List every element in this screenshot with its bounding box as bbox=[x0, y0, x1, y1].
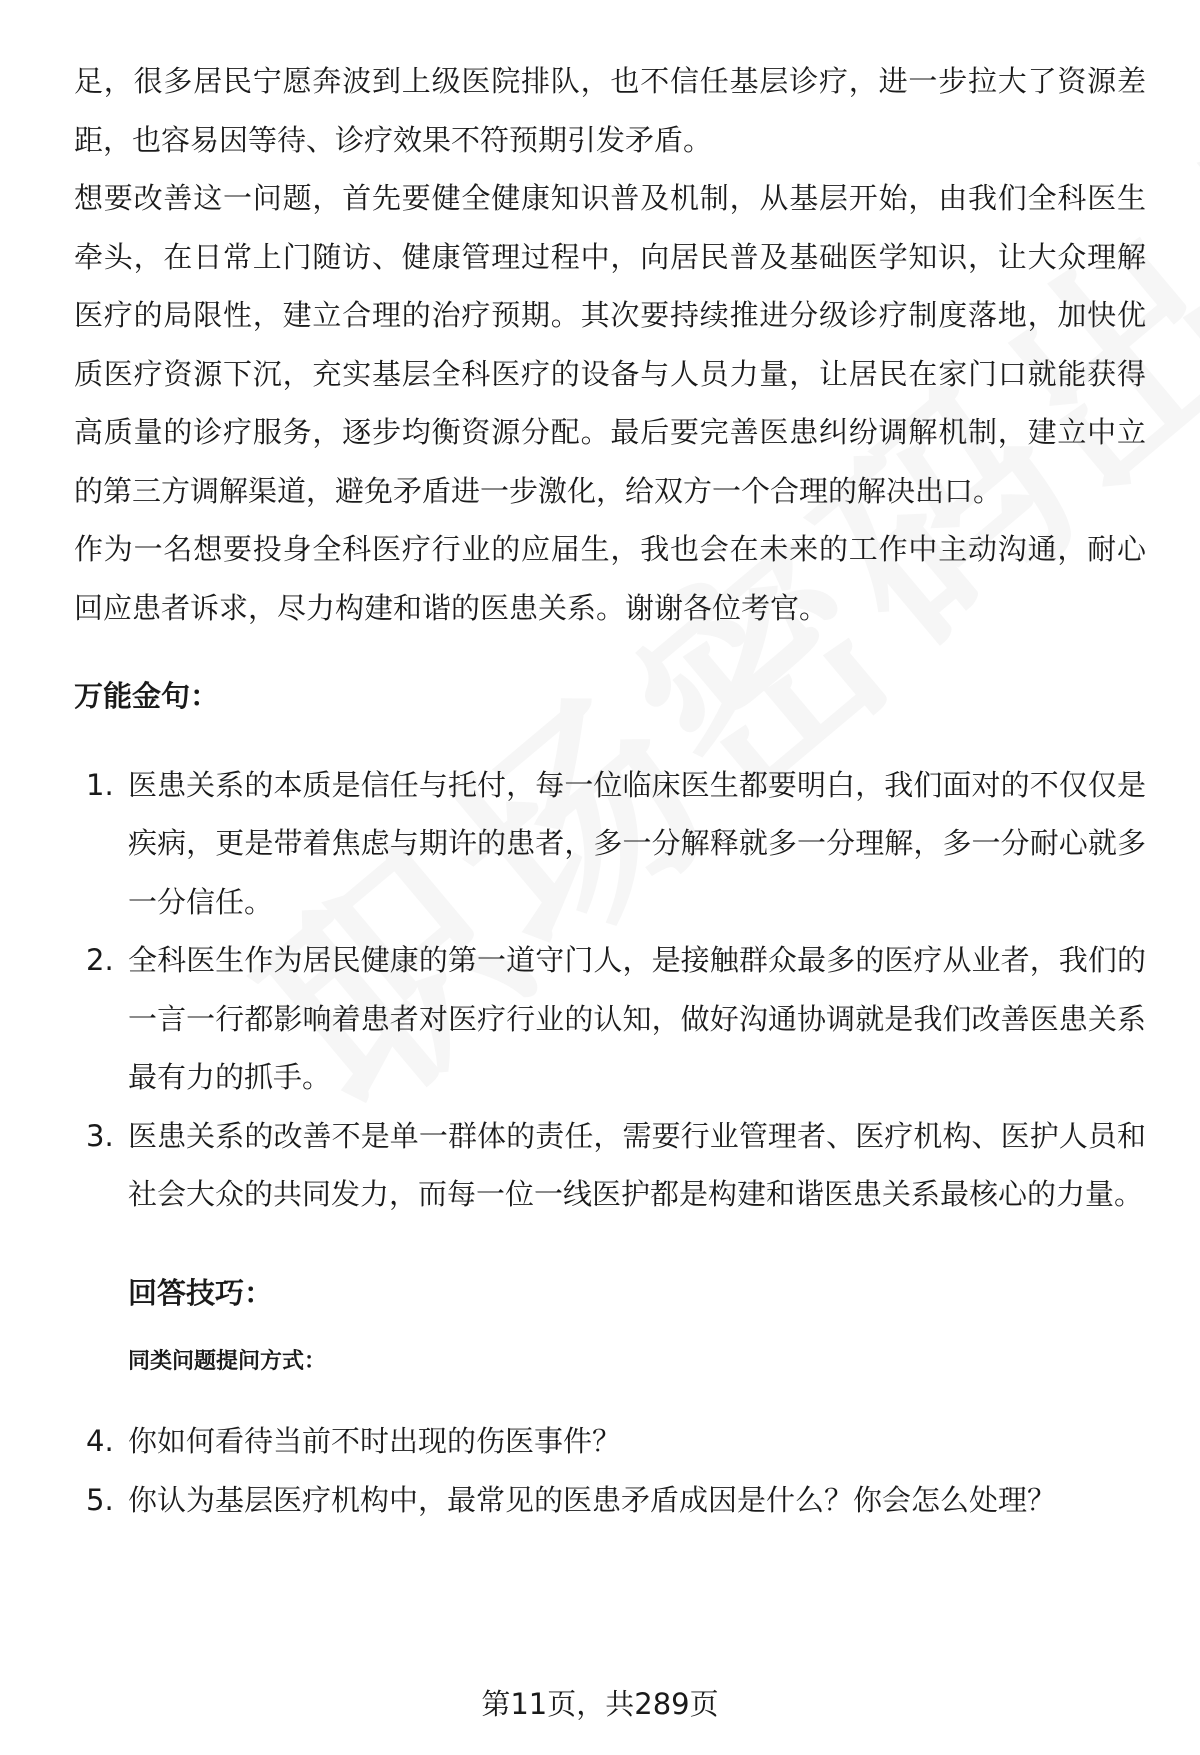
paragraph-improvement: 想要改善这一问题，首先要健全健康知识普及机制，从基层开始，由我们全科医生牵头，在日常上门随访、健康管理过程中，向居民普及基础医学知识，让大众理解医疗的局限性，建立合理的治疗预期。其次要持续推进分级诊疗制度落地，加快优质医疗资源下沉，充实基层全科医疗的设备与人员力量，让居民在家门口就能获得高质量的诊疗服务，逐步均衡资源分配。最后要完善医患纠纷调解机制，建立中立的第三方调解渠道，避免矛盾进一步激化，给双方一个合理的解决出口。 bbox=[74, 181, 1146, 508]
list-item bbox=[74, 1471, 1146, 1530]
golden-sentences-heading: 万能金句： bbox=[74, 679, 220, 713]
document-page bbox=[74, 52, 1146, 1529]
list-number: 2. bbox=[86, 943, 114, 977]
list-text: 全科医生作为居民健康的第一道守门人，是接触群众最多的医疗从业者，我们的一言一行都影响着患者对医疗行业的认知，做好沟通协调就是我们改善医患关系最有力的抓手。 bbox=[128, 943, 1146, 1094]
paragraph-continued: 足，很多居民宁愿奔波到上级医院排队，也不信任基层诊疗，进一步拉大了资源差距，也容易因等待、诊疗效果不符预期引发矛盾。 bbox=[74, 64, 1146, 157]
list-number: 3. bbox=[86, 1118, 114, 1153]
list-number: 5. bbox=[86, 1482, 114, 1517]
golden-sentences-list bbox=[74, 756, 1146, 1224]
list-item bbox=[74, 1107, 1146, 1224]
page-number-footer: 第11页，共289页 bbox=[481, 1687, 719, 1721]
list-text: 你认为基层医疗机构中，最常见的医患矛盾成因是什么？你会怎么处理？ bbox=[128, 1482, 1057, 1517]
similar-questions-list bbox=[74, 1412, 1146, 1529]
list-item bbox=[74, 931, 1146, 1107]
paragraph-closing: 作为一名想要投身全科医疗行业的应届生，我也会在未来的工作中主动沟通，耐心回应患者诉求，尽力构建和谐的医患关系。谢谢各位考官。 bbox=[74, 532, 1146, 625]
list-item bbox=[74, 1412, 1146, 1471]
list-item bbox=[74, 756, 1146, 932]
list-number: 4. bbox=[86, 1424, 114, 1458]
list-text: 医患关系的本质是信任与托付，每一位临床医生都要明白，我们面对的不仅仅是疾病，更是带着焦虑与期许的患者，多一分解释就多一分理解，多一分耐心就多一分信任。 bbox=[128, 767, 1146, 919]
list-text: 你如何看待当前不时出现的伤医事件？ bbox=[128, 1424, 622, 1458]
similar-questions-heading: 同类问题提问方式： bbox=[128, 1349, 327, 1374]
list-number: 1. bbox=[86, 767, 114, 802]
list-text: 医患关系的改善不是单一群体的责任，需要行业管理者、医疗机构、医护人员和社会大众的共同发力，而每一位一线医护都是构建和谐医患关系最核心的力量。 bbox=[128, 1118, 1146, 1211]
answer-tips-heading: 回答技巧： bbox=[128, 1275, 274, 1310]
